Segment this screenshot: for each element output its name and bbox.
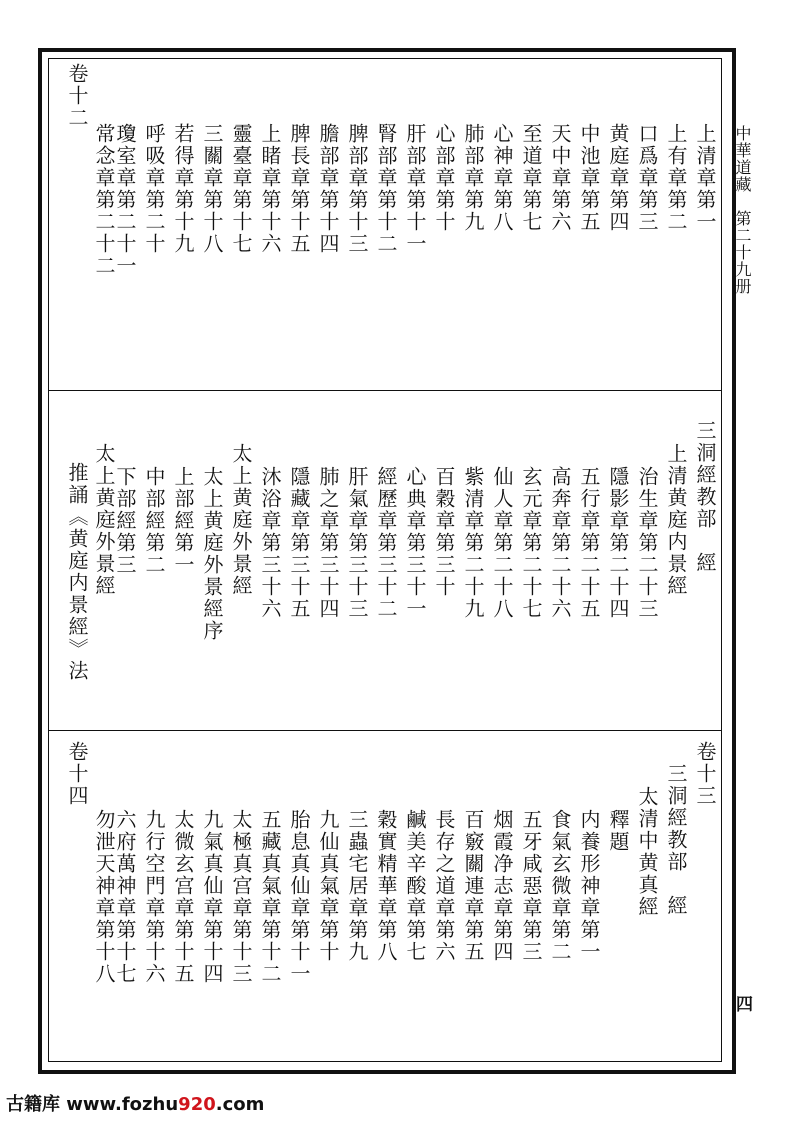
toc-entry: 三洞經教部 經 [664, 763, 688, 917]
toc-entry: 心部章第十 [432, 123, 456, 233]
toc-entry: 肺之章第三十四 [316, 466, 340, 620]
toc-entry: 百穀章第三十 [432, 466, 456, 598]
toc-entry: 胎息真仙章第十一 [287, 809, 311, 985]
toc-entry: 膽部章第十四 [316, 123, 340, 255]
toc-entry: 勿泄天神章第十八 [92, 809, 116, 985]
toc-entry: 上睹章第十六 [258, 123, 282, 255]
toc-entry: 百竅關連章第五 [461, 809, 485, 963]
toc-entry: 太上黄庭外景經 [229, 443, 253, 597]
toc-entry: 隱影章第二十四 [606, 466, 630, 620]
toc-entry: 五牙咸惡章第三 [519, 809, 543, 963]
toc-entry: 穀實精華章第八 [374, 809, 398, 963]
toc-entry: 太清中黄真經 [635, 786, 659, 918]
toc-entry: 九氣真仙章第十四 [200, 809, 224, 985]
toc-entry: 三蟲宅居章第九 [345, 809, 369, 963]
toc-entry: 天中章第六 [548, 123, 572, 233]
toc-entry: 釋題 [606, 809, 630, 853]
toc-entry: 高奔章第二十六 [548, 466, 572, 620]
juan-heading: 卷十二 [65, 63, 89, 129]
juan-heading: 卷十四 [65, 741, 89, 807]
toc-entry: 呼吸章第二十 [142, 123, 166, 255]
url-suffix: .com [215, 1094, 265, 1115]
toc-entry: 腎部章第十二 [374, 123, 398, 255]
toc-entry: 食氣玄微章第二 [548, 809, 572, 963]
toc-entry: 上有章第二 [664, 123, 688, 233]
margin-title: 中華道藏 第二十九册 [733, 125, 752, 295]
toc-entry: 心典章第三十一 [403, 466, 427, 620]
toc-entry: 上部經第一 [171, 466, 195, 576]
toc-entry: 經歷章第三十二 [374, 466, 398, 620]
toc-entry: 仙人章第二十八 [490, 466, 514, 620]
url-prefix: www.fozhu [66, 1094, 179, 1115]
toc-entry: 三關章第十八 [200, 123, 224, 255]
section-divider [48, 390, 722, 391]
toc-entry: 玄元章第二十七 [519, 466, 543, 620]
footer-watermark [6, 1090, 264, 1116]
toc-entry: 推誦《黄庭内景經》法 [65, 462, 89, 682]
toc-entry: 内養形神章第一 [577, 809, 601, 963]
toc-entry: 上清黄庭内景經 [664, 443, 688, 597]
page-number: 四 [736, 995, 753, 1015]
toc-entry: 烟霞净志章第四 [490, 809, 514, 963]
toc-entry: 中部經第二 [142, 466, 166, 576]
toc-entry: 三洞經教部 經 [693, 420, 717, 574]
toc-entry: 常念章第二十二 [92, 123, 116, 277]
toc-entry: 六府萬神章第十七 [113, 809, 137, 985]
toc-entry: 太極真宫章第十三 [229, 809, 253, 985]
toc-entry: 靈臺章第十七 [229, 123, 253, 255]
site-name: 古籍库 [6, 1094, 60, 1115]
toc-entry: 沐浴章第三十六 [258, 466, 282, 620]
toc-entry: 下部經第三 [113, 466, 137, 576]
toc-entry: 鹹美辛酸章第七 [403, 809, 427, 963]
toc-entry: 九行空門章第十六 [142, 809, 166, 985]
toc-entry: 肺部章第九 [461, 123, 485, 233]
site-url[interactable] [66, 1094, 264, 1115]
toc-entry: 九仙真氣章第十 [316, 809, 340, 963]
juan-heading: 卷十三 [693, 741, 717, 807]
toc-entry: 長存之道章第六 [432, 809, 456, 963]
toc-entry: 治生章第二十三 [635, 466, 659, 620]
toc-entry: 上清章第一 [693, 123, 717, 233]
toc-entry: 五行章第二十五 [577, 466, 601, 620]
toc-entry: 紫清章第二十九 [461, 466, 485, 620]
toc-entry: 心神章第八 [490, 123, 514, 233]
toc-entry: 太微玄宫章第十五 [171, 809, 195, 985]
toc-entry: 五藏真氣章第十二 [258, 809, 282, 985]
toc-entry: 太上黄庭外景經序 [200, 466, 224, 642]
section-divider [48, 730, 722, 731]
toc-entry: 黄庭章第四 [606, 123, 630, 233]
toc-entry: 若得章第十九 [171, 123, 195, 255]
toc-entry: 瓊室章第二十一 [113, 123, 137, 277]
toc-entry: 口爲章第三 [635, 123, 659, 233]
toc-entry: 肝部章第十一 [403, 123, 427, 255]
toc-entry: 中池章第五 [577, 123, 601, 233]
toc-entry: 太上黄庭外景經 [92, 443, 116, 597]
toc-entry: 至道章第七 [519, 123, 543, 233]
toc-entry: 隱藏章第三十五 [287, 466, 311, 620]
toc-entry: 肝氣章第三十三 [345, 466, 369, 620]
toc-entry: 脾部章第十三 [345, 123, 369, 255]
toc-entry: 脾長章第十五 [287, 123, 311, 255]
url-number: 920 [178, 1094, 216, 1115]
